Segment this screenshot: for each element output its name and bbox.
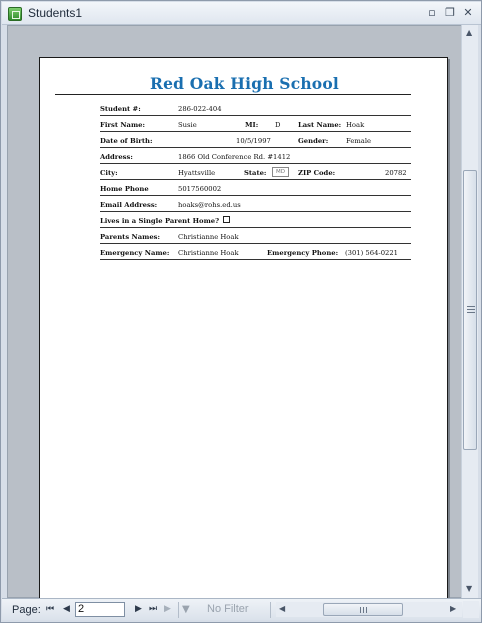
scroll-left-icon[interactable]: ◀ [279,604,286,613]
emergency-phone-value: (301) 564-0221 [345,249,399,257]
address-label: Address: [100,153,133,161]
city-value: Hyattsville [178,169,216,177]
header-rule [55,94,411,95]
school-title: Red Oak High School [150,74,339,93]
access-report-icon [8,7,22,21]
record-navigation-bar [2,598,481,620]
student-number-value: 286-022-404 [178,105,222,113]
zip-label: ZIP Code: [298,169,336,177]
filter-icon: ▼ [182,604,190,615]
dob-value: 10/5/1997 [236,137,271,145]
row-divider [100,147,411,148]
last-page-icon[interactable]: ⏭ [149,604,158,614]
close-icon[interactable]: ✕ [463,6,473,19]
grip-line [366,607,367,613]
city-label: City: [100,169,118,177]
report-page [39,57,448,610]
scroll-down-icon[interactable]: ▼ [466,584,473,593]
horizontal-scrollbar[interactable] [276,602,462,617]
dob-label: Date of Birth: [100,137,153,145]
horizontal-scroll-thumb[interactable] [323,603,403,616]
first-name-value: Susie [178,121,197,129]
grip-line [360,607,361,613]
toolbar-separator [178,602,179,618]
page-number-input[interactable]: 2 [75,602,125,617]
restore-icon[interactable]: ❐ [445,6,455,19]
single-parent-checkbox [223,216,230,223]
home-phone-value: 5017560002 [178,185,222,193]
row-divider [100,259,411,260]
row-divider [100,179,411,180]
zip-value: 20782 [385,169,407,177]
mi-value: D [275,121,281,129]
grip-line [467,312,475,313]
first-page-icon[interactable]: ⏮ [46,604,55,614]
single-parent-label: Lives in a Single Parent Home? [100,217,220,225]
vertical-scroll-thumb[interactable] [463,170,477,450]
grip-line [363,607,364,613]
emergency-phone-label: Emergency Phone: [267,249,339,257]
parents-label: Parents Names: [100,233,160,241]
previous-page-icon[interactable]: ◀ [63,604,70,614]
email-label: Email Address: [100,201,158,209]
size-grip [463,601,479,618]
student-number-label: Student #: [100,105,141,113]
parents-value: Christianne Hoak [178,233,239,241]
row-divider [100,115,411,116]
gender-label: Gender: [298,137,329,145]
grip-line [467,306,475,307]
row-divider [100,163,411,164]
first-name-label: First Name: [100,121,145,129]
grip-line [467,309,475,310]
print-preview-area[interactable] [7,25,462,598]
home-phone-label: Home Phone [100,185,149,193]
state-label: State: [244,169,267,177]
last-name-value: Hoak [346,121,365,129]
no-filter-indicator[interactable]: No Filter [207,603,249,615]
window-title: Students1 [28,6,83,20]
minimize-icon[interactable]: ▫ [428,6,436,19]
row-divider [100,243,411,244]
row-divider [100,211,411,212]
last-name-label: Last Name: [298,121,342,129]
state-value: MD [272,167,289,177]
vertical-scrollbar[interactable] [461,25,478,598]
next-page-icon[interactable]: ▶ [135,604,142,614]
row-divider [100,195,411,196]
row-divider [100,227,411,228]
mi-label: MI: [245,121,259,129]
scroll-right-icon[interactable]: ▶ [450,604,457,613]
row-divider [100,131,411,132]
new-record-icon: ▶ [164,604,171,614]
gender-value: Female [346,137,372,145]
page-label: Page: [12,604,41,616]
emergency-name-label: Emergency Name: [100,249,170,257]
title-bar [2,2,481,25]
toolbar-separator [270,602,271,618]
emergency-name-value: Christianne Hoak [178,249,239,257]
scroll-up-icon[interactable]: ▲ [466,28,473,37]
address-value: 1866 Old Conference Rd. #1412 [178,153,291,161]
email-value: hoaks@rohs.ed.us [178,201,241,209]
